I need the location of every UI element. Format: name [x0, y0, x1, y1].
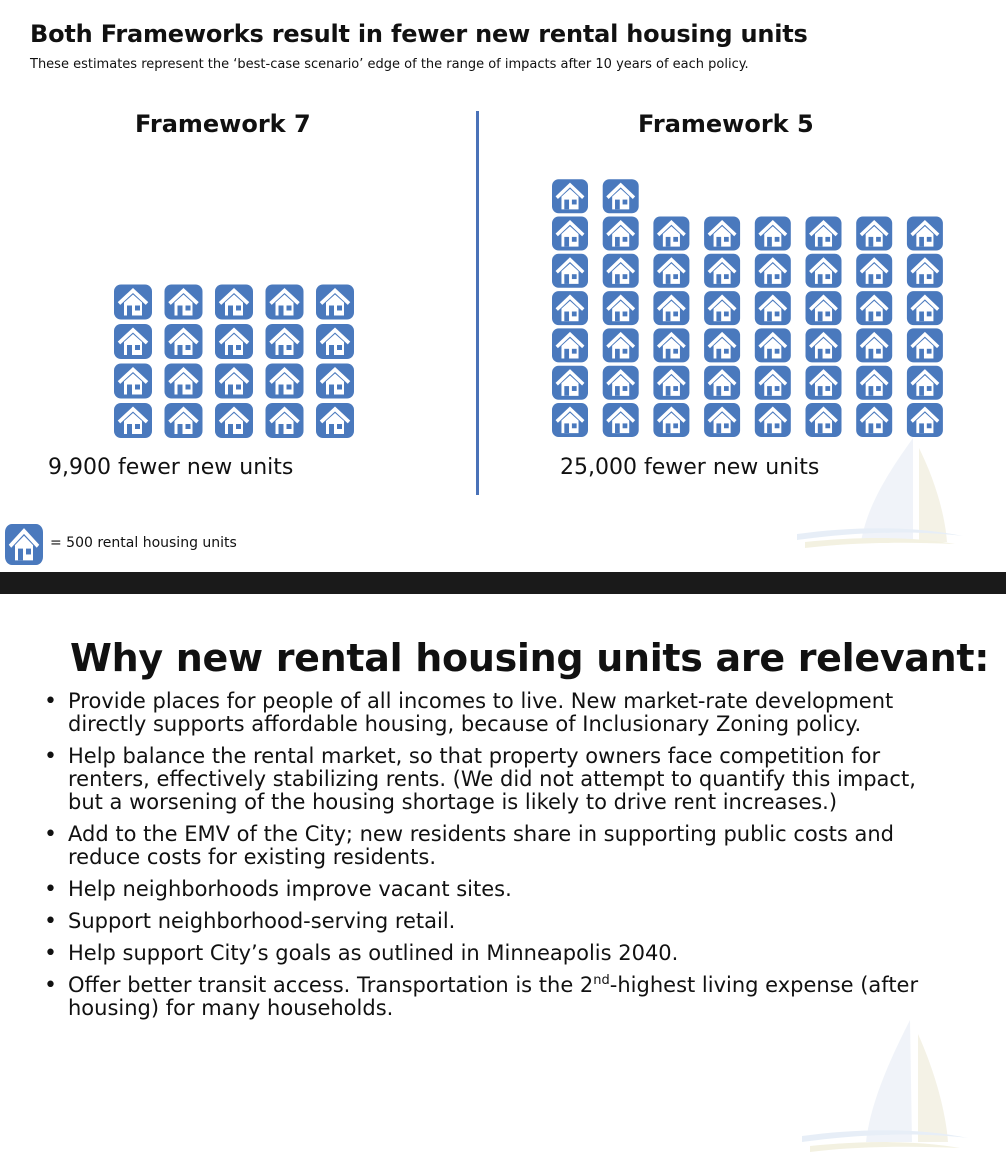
framework-7-title: Framework 7: [135, 110, 311, 138]
legend-house-icon: [5, 524, 43, 565]
house-icon: [552, 403, 588, 437]
framework-5-title: Framework 5: [638, 110, 814, 138]
house-icon: [653, 254, 689, 288]
house-icon: [806, 217, 842, 251]
house-icon: [552, 291, 588, 325]
slide-2-heading: Why new rental housing units are relevant:: [70, 636, 990, 680]
slide-subtitle: These estimates represent the ‘best-case scenario’ edge of the range of impacts after 10 years of each policy.: [30, 57, 749, 72]
house-icon: [653, 217, 689, 251]
house-icon: [704, 291, 740, 325]
house-icon: [215, 364, 253, 399]
house-icon: [114, 324, 152, 359]
framework-5-caption: 25,000 fewer new units: [560, 455, 820, 480]
house-icon: [704, 328, 740, 362]
house-icon: [316, 364, 354, 399]
house-icon: [165, 403, 203, 438]
house-icon: [603, 217, 639, 251]
house-icon: [603, 291, 639, 325]
house-icon: [704, 366, 740, 400]
house-icon: [704, 254, 740, 288]
house-icon: [907, 254, 943, 288]
house-icon: [552, 217, 588, 251]
reason-item: • Support neighborhood-serving retail.: [44, 910, 944, 933]
house-icon: [856, 254, 892, 288]
house-icon: [806, 366, 842, 400]
reason-item: • Add to the EMV of the City; new residents share in supporting public costs and reduce costs for existing residents.: [44, 823, 944, 869]
house-icon: [266, 403, 304, 438]
house-icon: [5, 524, 43, 565]
house-icon: [603, 403, 639, 437]
house-icon: [603, 328, 639, 362]
slide-1: [0, 0, 1006, 572]
house-icon: [165, 285, 203, 320]
house-icon: [266, 324, 304, 359]
house-icon: [552, 366, 588, 400]
slide-title: Both Frameworks result in fewer new rental housing units: [30, 20, 808, 48]
house-icon: [806, 403, 842, 437]
house-icon: [856, 217, 892, 251]
reason-item: • Help support City’s goals as outlined in Minneapolis 2040.: [44, 942, 944, 965]
house-icon: [114, 364, 152, 399]
house-icon: [806, 328, 842, 362]
house-icon: [266, 364, 304, 399]
pictogram-chart: [0, 0, 1006, 572]
reason-item: • Offer better transit access. Transportation is the 2nd-highest living expense (after housing) for many households.: [44, 974, 944, 1020]
house-icon: [907, 328, 943, 362]
house-icon: [806, 291, 842, 325]
house-icon: [755, 366, 791, 400]
house-icon: [316, 324, 354, 359]
reasons-list: [44, 690, 944, 1029]
reason-item: • Help balance the rental market, so that property owners face competition for renters, effectively stabilizing rents. (We did not attempt to quantify this impact, but a worsening of the housing shortage is likely to drive rent increases.): [44, 745, 944, 814]
house-icon: [856, 328, 892, 362]
house-icon: [907, 291, 943, 325]
house-icon: [907, 403, 943, 437]
house-icon: [755, 328, 791, 362]
house-icon: [755, 254, 791, 288]
house-icon: [856, 403, 892, 437]
house-icon: [603, 254, 639, 288]
sailboat-watermark-icon: [800, 1014, 970, 1164]
framework-7-caption: 9,900 fewer new units: [48, 455, 294, 480]
house-icon: [215, 324, 253, 359]
house-icon: [114, 285, 152, 320]
house-icon: [552, 254, 588, 288]
house-icon: [653, 366, 689, 400]
slide-2: [0, 594, 1006, 1166]
house-icon: [653, 328, 689, 362]
house-icon: [316, 403, 354, 438]
house-icon: [165, 324, 203, 359]
legend-label: = 500 rental housing units: [50, 535, 237, 551]
house-icon: [603, 179, 639, 213]
house-icon: [552, 328, 588, 362]
house-icon: [653, 403, 689, 437]
house-icon: [114, 403, 152, 438]
house-icon: [316, 285, 354, 320]
slide-separator: [0, 572, 1006, 594]
house-icon: [755, 217, 791, 251]
house-icon: [856, 366, 892, 400]
house-icon: [755, 403, 791, 437]
house-icon: [856, 291, 892, 325]
house-icon: [907, 366, 943, 400]
house-icon: [907, 217, 943, 251]
framework-7-pictogram: [114, 285, 354, 439]
house-icon: [653, 291, 689, 325]
house-icon: [215, 285, 253, 320]
house-icon: [755, 291, 791, 325]
house-icon: [266, 285, 304, 320]
reason-item: • Help neighborhoods improve vacant sites.: [44, 878, 944, 901]
framework-5-pictogram: [552, 179, 943, 437]
house-icon: [165, 364, 203, 399]
house-icon: [215, 403, 253, 438]
house-icon: [603, 366, 639, 400]
house-icon: [806, 254, 842, 288]
house-icon: [552, 179, 588, 213]
reason-item: • Provide places for people of all incomes to live. New market-rate development directly supports affordable housing, because of Inclusionary Zoning policy.: [44, 690, 944, 736]
house-icon: [704, 403, 740, 437]
house-icon: [704, 217, 740, 251]
